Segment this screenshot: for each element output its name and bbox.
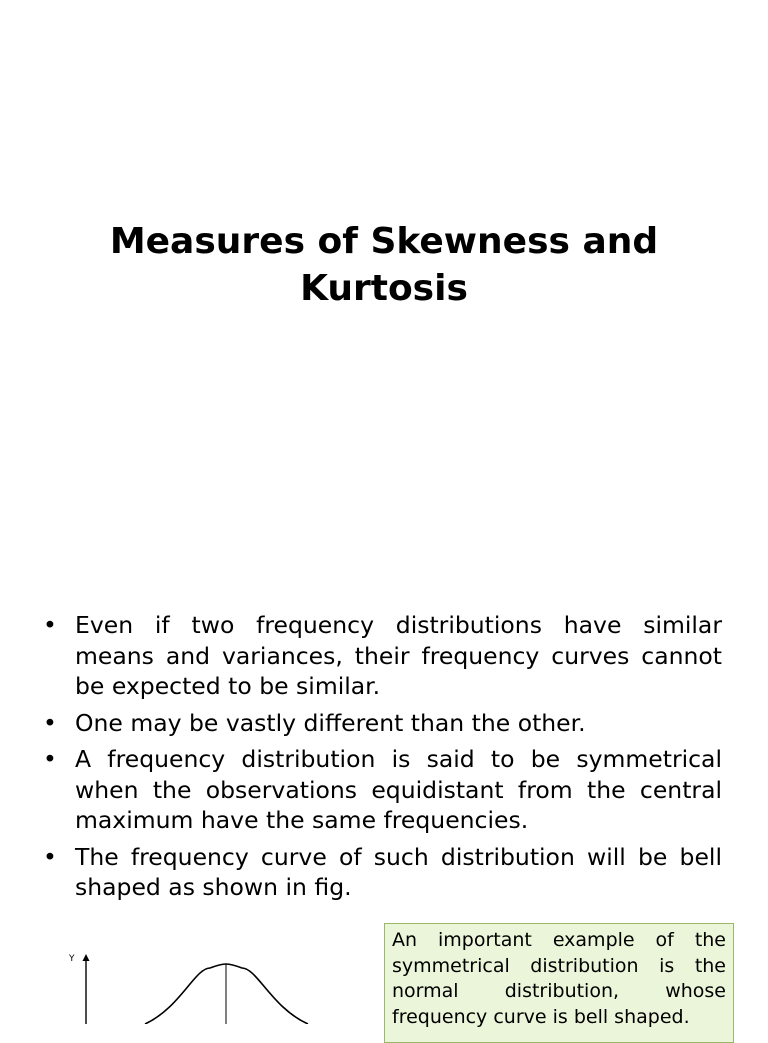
slide-title: Measures of Skewness and Kurtosis — [109, 221, 659, 309]
bullet-text: The frequency curve of such distribution will be bell shaped as shown in fig. — [75, 842, 722, 901]
bullet-dot-icon: • — [43, 842, 57, 871]
bullet-dot-icon: • — [43, 745, 57, 773]
bullet-text: Even if two frequency distributions have similar means and variances, their frequency curves cannot be expected to be similar. — [75, 611, 722, 700]
callout-box: An important example of the symmetrical distribution is the normal distribution, whose frequency curve is bell shaped. — [384, 923, 734, 1043]
bullet-list — [40, 610, 722, 909]
bullet-item — [40, 610, 722, 702]
y-axis-arrow-icon — [83, 954, 90, 961]
bullet-text: A frequency distribution is said to be symmetrical when the observations equidistant from the central maximum have the same frequencies. — [75, 745, 722, 834]
bullet-text: One may be vastly different than the other. — [75, 708, 586, 737]
bell-curve-figure — [60, 948, 360, 1024]
bullet-dot-icon: • — [43, 708, 57, 737]
bullet-item — [40, 744, 722, 836]
y-axis-label: Y — [69, 954, 75, 964]
bullet-item — [40, 708, 722, 739]
bullet-item — [40, 842, 722, 903]
bullet-dot-icon: • — [43, 611, 57, 639]
